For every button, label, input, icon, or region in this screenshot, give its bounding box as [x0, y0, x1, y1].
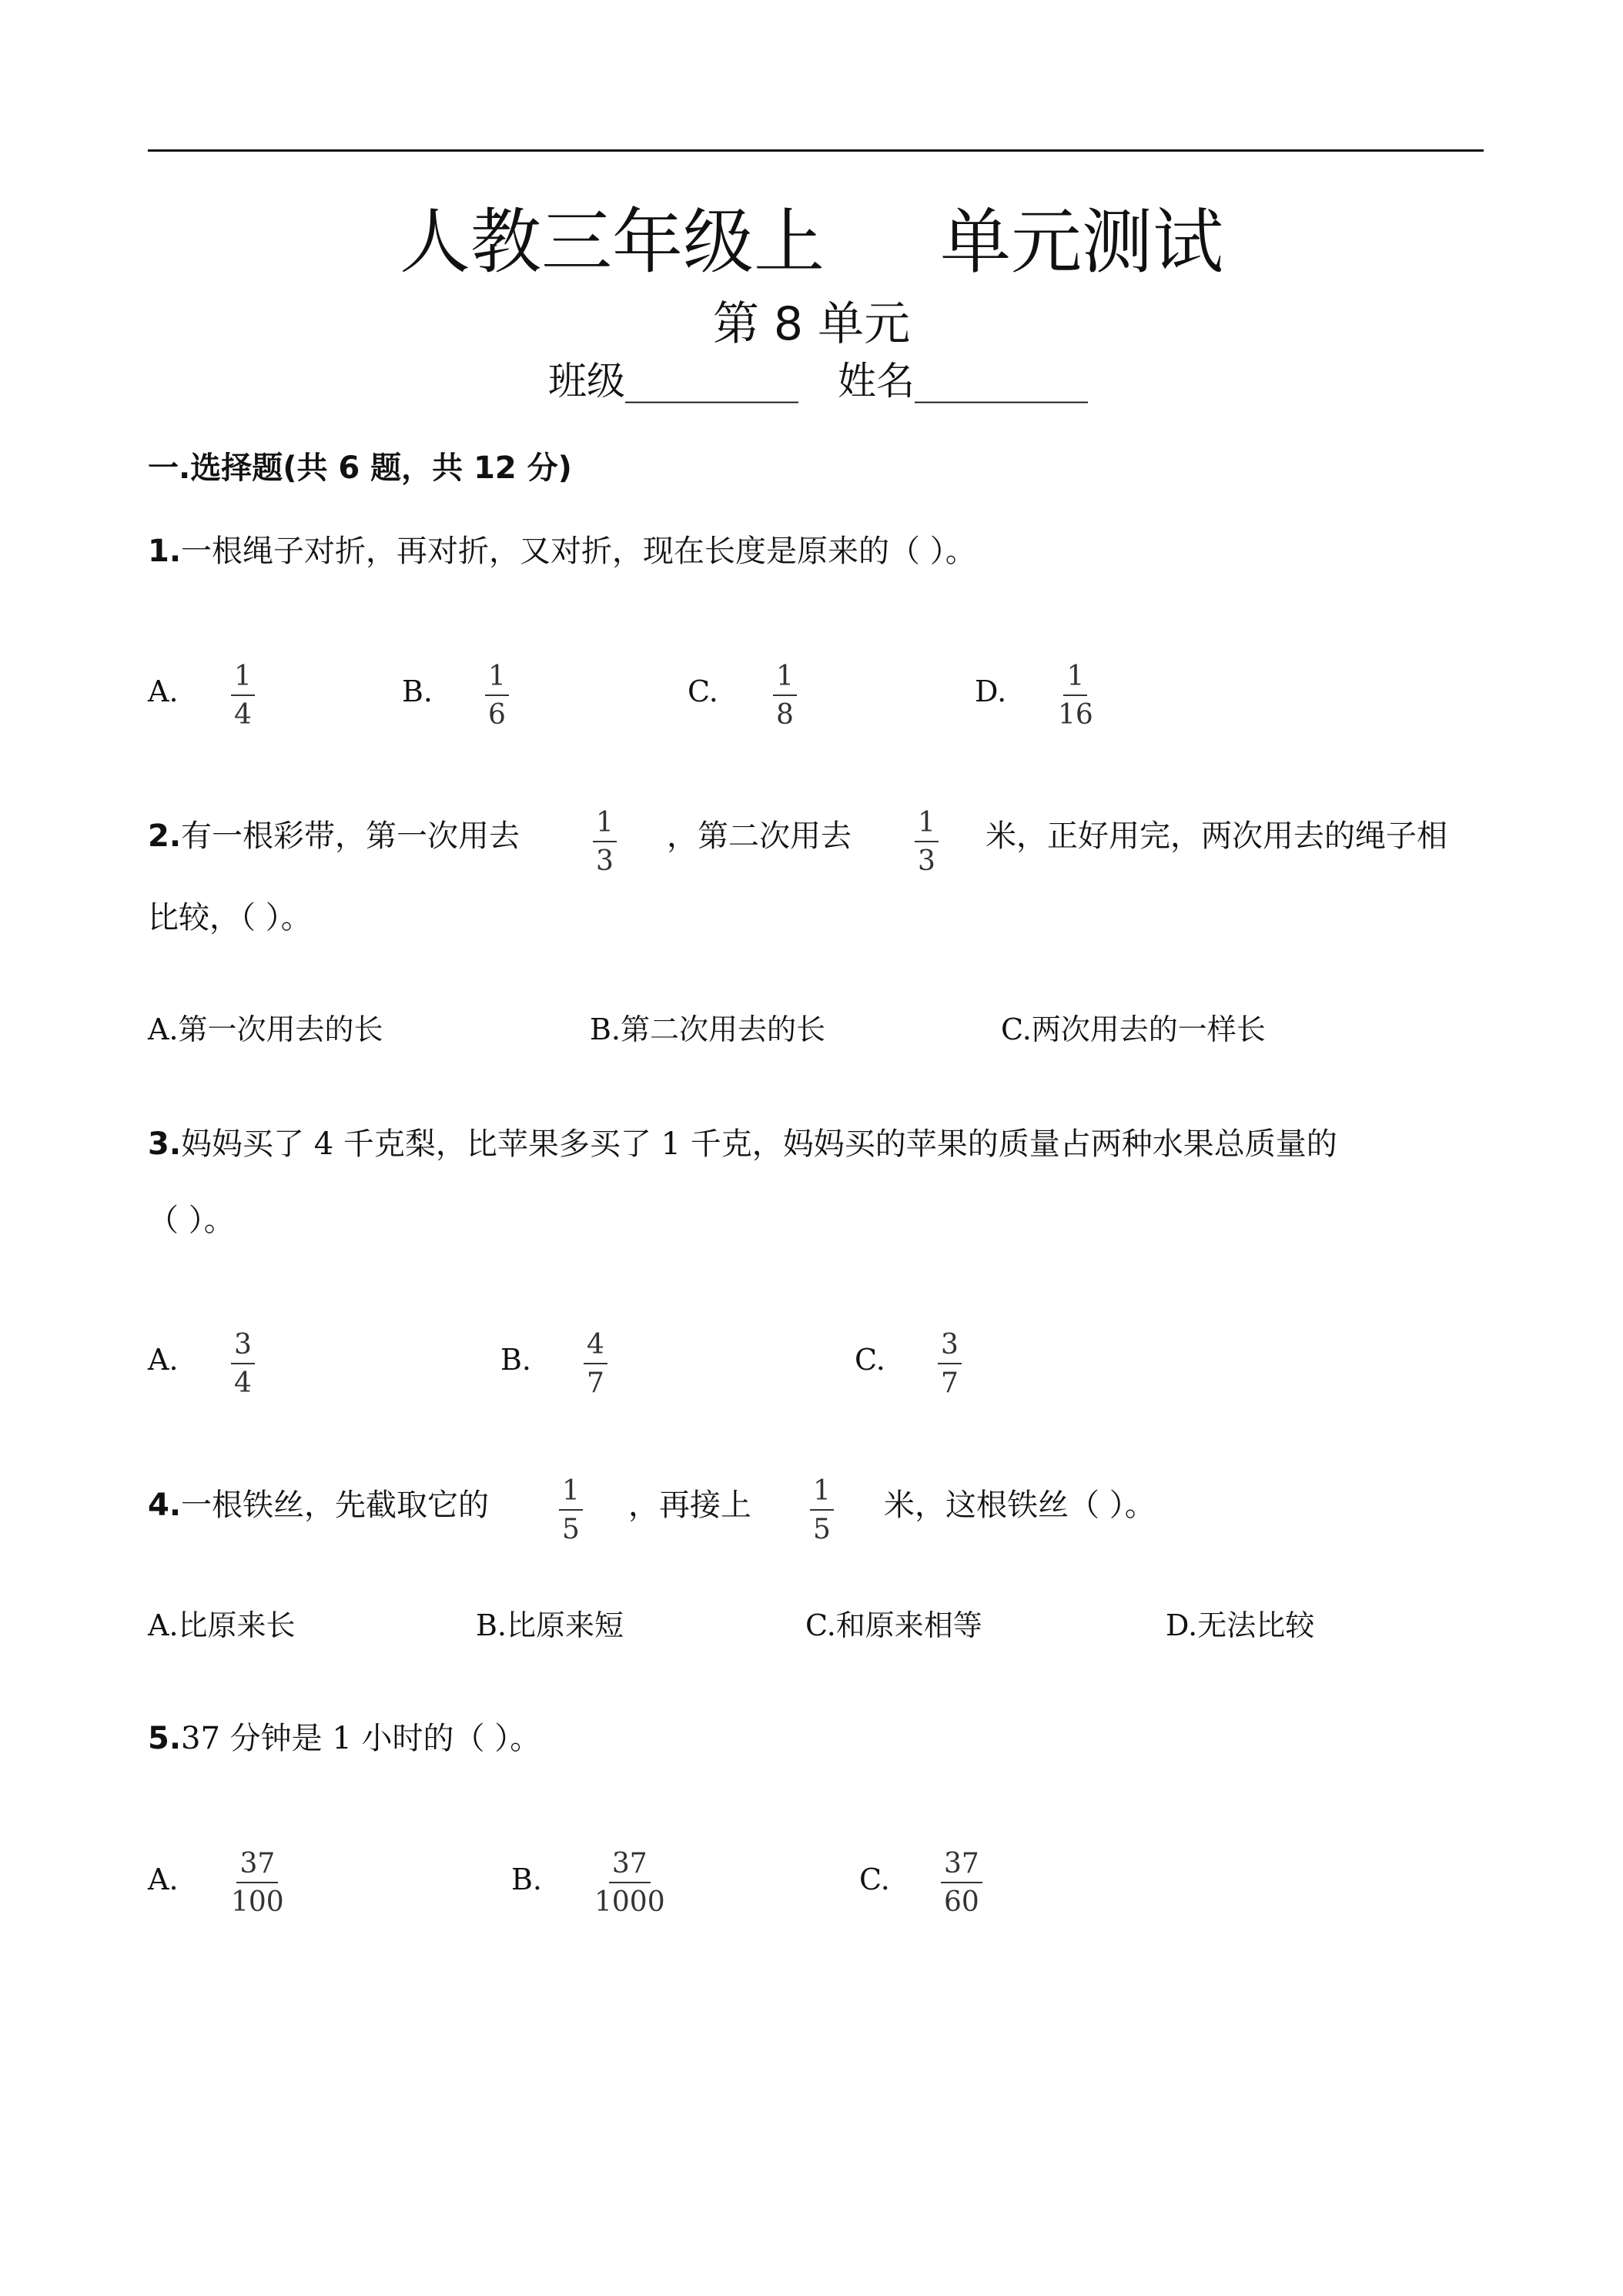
q1-option-c-fraction	[773, 661, 797, 731]
page-title	[0, 196, 1623, 289]
question-2-part-b: ，第二次用去	[667, 818, 852, 854]
denominator: 6	[488, 699, 506, 731]
q3-option-c-fraction	[938, 1329, 962, 1400]
denominator: 4	[234, 1367, 252, 1399]
q5-option-c-fraction	[941, 1848, 982, 1919]
question-4-part-b: ，再接上	[628, 1488, 751, 1523]
q2-fraction-1	[593, 807, 617, 878]
numerator: 37	[609, 1848, 651, 1883]
numerator: 1	[915, 807, 939, 842]
question-number: 4.	[148, 1488, 182, 1523]
numerator: 3	[231, 1329, 255, 1364]
question-number: 5.	[148, 1721, 182, 1756]
question-3-cont: （ ）。	[148, 1203, 235, 1238]
numerator: 1	[1063, 661, 1087, 696]
class-blank: _________	[625, 359, 798, 403]
numerator: 37	[236, 1848, 278, 1883]
denominator: 5	[813, 1514, 831, 1545]
question-number: 3.	[148, 1126, 182, 1162]
denominator: 7	[941, 1367, 959, 1399]
question-text: 妈妈买了 4 千克梨，比苹果多买了 1 千克，妈妈买的苹果的质量占两种水果总质量的	[181, 1126, 1337, 1162]
question-text: 一根绳子对折，再对折，又对折，现在长度是原来的（ ）。	[181, 534, 976, 569]
q5-option-a-fraction	[231, 1848, 284, 1919]
numerator: 4	[584, 1329, 607, 1364]
q1-option-b-label: B.	[402, 674, 433, 708]
denominator: 3	[596, 845, 614, 877]
denominator: 1000	[594, 1886, 665, 1918]
q4-fraction-2	[810, 1475, 834, 1546]
numerator: 1	[485, 661, 509, 696]
numerator: 1	[593, 807, 617, 842]
unit-subtitle: 第 8 单元	[712, 297, 911, 351]
numerator: 1	[810, 1475, 834, 1511]
q4-fraction-1	[559, 1475, 583, 1546]
section-title: 一.选择题(共 6 题，共 12 分)	[148, 450, 572, 486]
numerator: 1	[231, 661, 255, 696]
name-blank: _________	[915, 359, 1088, 403]
numerator: 3	[938, 1329, 962, 1364]
q4-option-a: A.比原来长	[148, 1608, 296, 1642]
question-5	[148, 1717, 540, 1760]
q4-option-b: B.比原来短	[476, 1608, 624, 1642]
q1-option-c-label: C.	[688, 674, 718, 708]
q5-option-b-fraction	[594, 1848, 665, 1919]
q2-option-b: B.第二次用去的长	[590, 1012, 826, 1046]
denominator: 16	[1058, 699, 1093, 731]
q1-option-d-label: D.	[975, 674, 1007, 708]
question-text: 37 分钟是 1 小时的（ ）。	[181, 1721, 541, 1756]
numerator: 1	[559, 1475, 583, 1511]
q1-option-a-fraction	[231, 661, 255, 731]
q1-option-a-label: A.	[148, 674, 179, 708]
q2-option-a: A.第一次用去的长	[148, 1012, 383, 1046]
q3-option-a-fraction	[231, 1329, 255, 1400]
q3-option-b-label: B.	[500, 1343, 532, 1377]
question-2-part-c: 米，正好用完，两次用去的绳子相	[986, 818, 1447, 854]
q4-option-c: C.和原来相等	[805, 1608, 982, 1642]
question-4-part-c: 米，这根铁丝（ ）。	[884, 1488, 1156, 1523]
question-text: 一根铁丝，先截取它的	[181, 1488, 490, 1523]
q1-option-b-fraction	[485, 661, 509, 731]
class-field	[548, 356, 798, 407]
q1-option-d-fraction	[1058, 661, 1093, 731]
numerator: 37	[941, 1848, 982, 1883]
question-3	[148, 1123, 1337, 1166]
denominator: 3	[918, 845, 935, 877]
q2-option-c: C.两次用去的一样长	[1001, 1012, 1266, 1046]
title-right: 单元测试	[940, 201, 1224, 283]
q5-option-a-label: A.	[148, 1863, 179, 1896]
name-field	[838, 356, 1088, 407]
denominator: 5	[562, 1514, 580, 1545]
numerator: 1	[773, 661, 797, 696]
denominator: 7	[587, 1367, 604, 1399]
question-number: 2.	[148, 818, 182, 854]
q5-option-b-label: B.	[511, 1863, 543, 1896]
q3-option-a-label: A.	[148, 1343, 179, 1377]
q3-option-b-fraction	[584, 1329, 607, 1400]
question-number: 1.	[148, 534, 182, 569]
question-2-part-d: 比较，（ ）。	[148, 900, 312, 935]
denominator: 4	[234, 699, 252, 731]
q4-option-d: D.无法比较	[1166, 1608, 1315, 1642]
class-label: 班级	[548, 359, 625, 403]
question-text: 有一根彩带，第一次用去	[181, 818, 520, 854]
question-2-part-a	[148, 815, 520, 858]
denominator: 60	[944, 1886, 979, 1918]
question-1	[148, 530, 976, 573]
q3-option-c-label: C.	[855, 1343, 885, 1377]
denominator: 100	[231, 1886, 284, 1918]
top-rule	[148, 149, 1484, 152]
name-label: 姓名	[838, 359, 915, 403]
title-left: 人教三年级上	[399, 201, 825, 283]
denominator: 8	[776, 699, 794, 731]
q5-option-c-label: C.	[859, 1863, 890, 1896]
q2-fraction-2	[915, 807, 939, 878]
question-4-part-a	[148, 1484, 489, 1527]
